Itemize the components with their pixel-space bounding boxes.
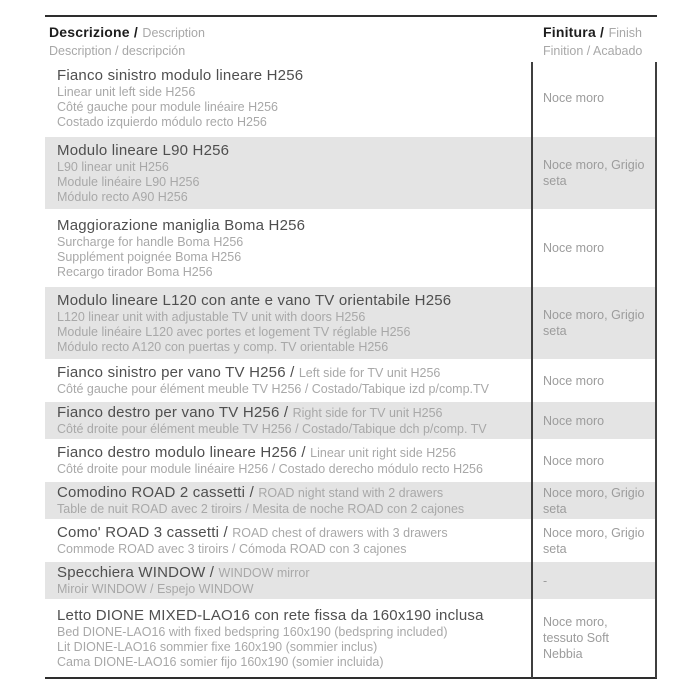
product-translation: L90 linear unit H256: [57, 160, 169, 174]
finish-header-title: [543, 24, 657, 42]
finish-text: Noce moro, Grigio seta: [543, 158, 645, 188]
product-translation: Bed DIONE-LAO16 with fixed bedspring 160x190 (bedspring included): [57, 625, 448, 639]
product-title-it: Fianco sinistro modulo lineare H256: [57, 67, 304, 84]
row-description-cell: [45, 212, 531, 284]
finish-text: Noce moro: [543, 91, 605, 105]
finish-value: [531, 522, 657, 559]
row-description-cell: [45, 362, 531, 399]
description-header-bold: Descrizione /: [49, 24, 138, 40]
finish-column-header: [531, 24, 657, 62]
product-translation: Costado izquierdo módulo recto H256: [57, 115, 267, 129]
finish-text: -: [543, 573, 548, 588]
row-description-cell: [45, 602, 531, 674]
product-title: [57, 484, 523, 502]
row-description-cell: [45, 482, 531, 519]
product-translation: Commode ROAD avec 3 tiroirs / Cómoda ROAD con 3 cajones: [57, 542, 407, 556]
table-row: [45, 402, 657, 439]
table-row: [45, 442, 657, 479]
finish-value: [531, 137, 657, 209]
description-header-light: Description: [142, 26, 205, 40]
product-title-it: Fianco destro modulo lineare H256 /: [57, 444, 311, 461]
product-translation: Módulo recto A90 H256: [57, 190, 188, 204]
product-title: [57, 564, 523, 582]
finish-header-subtitle: Finition / Acabado: [543, 44, 643, 58]
product-title: [57, 444, 523, 462]
product-title-it: Maggiorazione maniglia Boma H256: [57, 217, 306, 234]
product-title-en: ROAD night stand with 2 drawers: [258, 486, 444, 500]
product-title: [57, 364, 523, 382]
table-header: [45, 17, 657, 62]
finish-value: [531, 442, 657, 479]
finish-text: Noce moro, Grigio seta: [543, 525, 645, 556]
product-title-en: Right side for TV unit H256: [292, 406, 443, 420]
finish-column-right-border: [655, 62, 657, 678]
table-row: [45, 602, 657, 674]
finish-value: [531, 602, 657, 674]
product-translation: Côté droite pour module linéaire H256 / Costado derecho módulo recto H256: [57, 462, 483, 476]
row-description-cell: [45, 562, 531, 599]
finish-text: Noce moro, Grigio seta: [543, 308, 645, 338]
finish-text: Noce moro: [543, 413, 605, 428]
product-title-en: Left side for TV unit H256: [298, 366, 441, 380]
product-title: [57, 524, 523, 542]
product-finish-table: [45, 15, 657, 679]
finish-value: [531, 402, 657, 439]
description-column-header: [45, 24, 531, 62]
row-description-cell: [45, 442, 531, 479]
finish-value: [531, 212, 657, 284]
product-title-it: Specchiera WINDOW /: [57, 564, 219, 581]
product-title-it: Fianco sinistro per vano TV H256 /: [57, 364, 299, 381]
finish-column-left-border: [531, 62, 533, 678]
row-description-cell: [45, 137, 531, 209]
finish-text: Noce moro: [543, 241, 605, 255]
product-title-it: Comodino ROAD 2 cassetti /: [57, 484, 259, 501]
product-title-it: Letto DIONE MIXED-LAO16 con rete fissa da 160x190 inclusa: [57, 607, 484, 624]
table-row: [45, 212, 657, 284]
bottom-rule: [45, 677, 657, 679]
finish-value: [531, 287, 657, 359]
description-header-subtitle: Description / descripción: [49, 44, 186, 58]
row-description-cell: [45, 522, 531, 559]
table-row: [45, 562, 657, 599]
product-title-it: Modulo lineare L120 con ante e vano TV orientabile H256: [57, 292, 452, 309]
product-title-it: Modulo lineare L90 H256: [57, 142, 230, 159]
description-header-title: [49, 24, 531, 42]
product-translation: Módulo recto A120 con puertas y comp. TV orientable H256: [57, 340, 389, 354]
product-title: [57, 404, 523, 422]
product-translation: Miroir WINDOW / Espejo WINDOW: [57, 582, 254, 596]
product-translation: Module linéaire L120 avec portes et logement TV réglable H256: [57, 325, 411, 339]
product-title-en: WINDOW mirror: [218, 566, 310, 580]
product-translation: Table de nuit ROAD avec 2 tiroirs / Mesita de noche ROAD con 2 cajones: [57, 502, 465, 516]
table-row: [45, 482, 657, 519]
finish-value: [531, 562, 657, 599]
product-translation: Lit DIONE-LAO16 sommier fixe 160x190 (sommier inclus): [57, 640, 378, 654]
product-translation: Cama DIONE-LAO16 somier fijo 160x190 (somier incluida): [57, 655, 384, 669]
product-translation: Recargo tirador Boma H256: [57, 265, 213, 279]
product-translation: Supplément poignée Boma H256: [57, 250, 242, 264]
product-translation: Côté droite pour élément meuble TV H256 / Costado/Tabique dch p/comp. TV: [57, 422, 487, 436]
product-translation: Côté gauche pour élément meuble TV H256 / Costado/Tabique izd p/comp.TV: [57, 382, 489, 396]
finish-header-light: Finish: [608, 26, 642, 40]
product-translation: Module linéaire L90 H256: [57, 175, 200, 189]
finish-value: [531, 482, 657, 519]
finish-value: [531, 62, 657, 134]
table-row: [45, 522, 657, 559]
row-description-cell: [45, 62, 531, 134]
product-translation: Côté gauche pour module linéaire H256: [57, 100, 278, 114]
product-title-it: Fianco destro per vano TV H256 /: [57, 404, 293, 421]
product-title-en: ROAD chest of drawers with 3 drawers: [232, 526, 448, 540]
product-translation: Linear unit left side H256: [57, 85, 196, 99]
table-row: [45, 362, 657, 399]
product-translation: Surcharge for handle Boma H256: [57, 235, 244, 249]
finish-text: Noce moro: [543, 373, 605, 388]
product-translation: L120 linear unit with adjustable TV unit with doors H256: [57, 310, 366, 324]
finish-value: [531, 362, 657, 399]
finish-text: Noce moro: [543, 453, 605, 468]
product-title-it: Como' ROAD 3 cassetti /: [57, 524, 233, 541]
table-row: [45, 137, 657, 209]
finish-header-bold: Finitura /: [543, 24, 605, 40]
finish-text: Noce moro, Grigio seta: [543, 485, 645, 516]
table-row: [45, 62, 657, 134]
product-title-en: Linear unit right side H256: [310, 446, 457, 460]
finish-text: Noce moro, tessuto Soft Nebbia: [543, 615, 610, 661]
row-description-cell: [45, 287, 531, 359]
row-description-cell: [45, 402, 531, 439]
table-row: [45, 287, 657, 359]
